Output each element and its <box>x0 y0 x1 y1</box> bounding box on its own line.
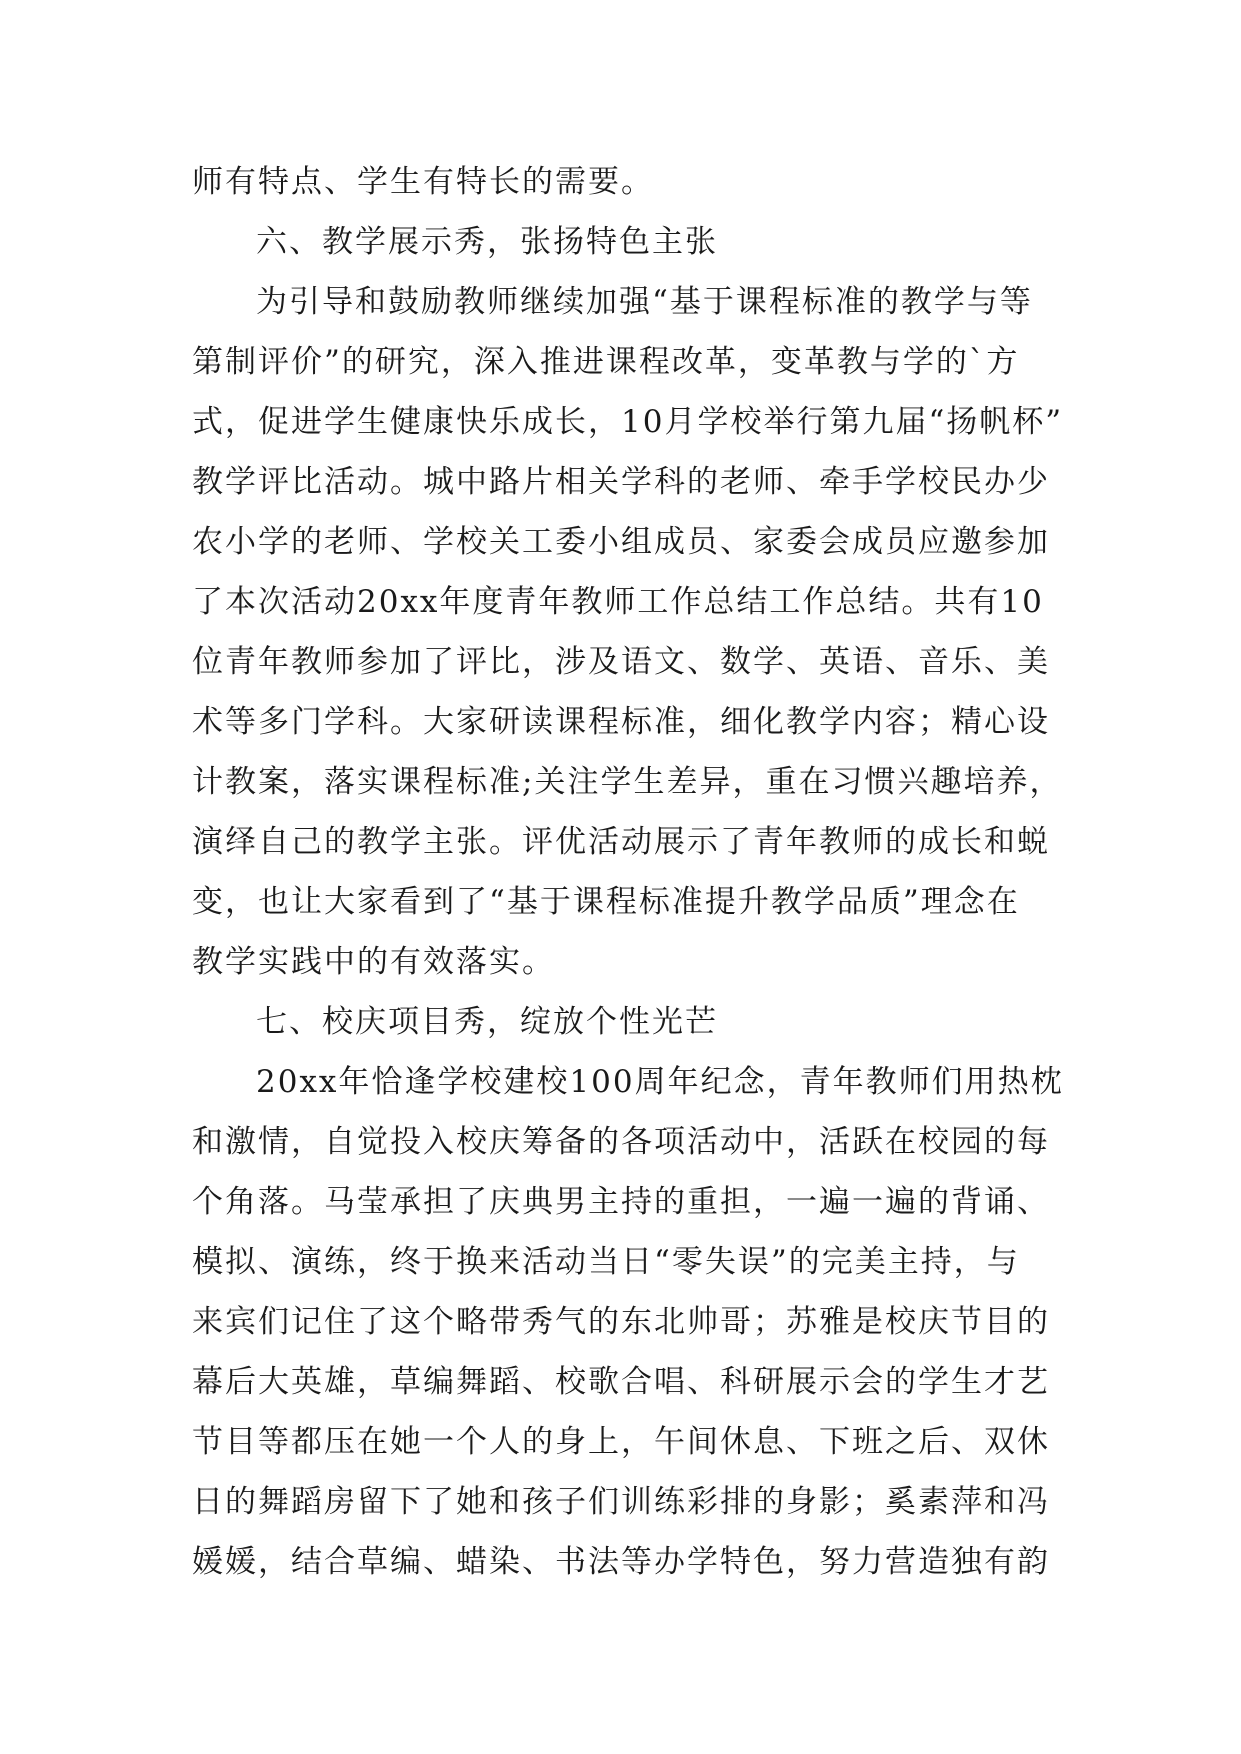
text-line: 个角落。马莹承担了庆典男主持的重担，一遍一遍的背诵、 <box>192 1184 1050 1220</box>
text-line: 20xx年恰逢学校建校100周年纪念，青年教师们用热枕 <box>256 1064 1064 1100</box>
text-line: 教学评比活动。城中路片相关学科的老师、牵手学校民办少 <box>192 464 1050 500</box>
text-line: 为引导和鼓励教师继续加强“基于课程标准的教学与等 <box>256 284 1033 320</box>
text-line: 日的舞蹈房留下了她和孩子们训练彩排的身影；奚素萍和冯 <box>192 1484 1050 1520</box>
text-line: 农小学的老师、学校关工委小组成员、家委会成员应邀参加 <box>192 524 1050 560</box>
text-line: 来宾们记住了这个略带秀气的东北帅哥；苏雅是校庆节目的 <box>192 1304 1050 1340</box>
document-body <box>192 152 1064 1592</box>
text-line: 媛媛，结合草编、蜡染、书法等办学特色，努力营造独有韵 <box>192 1544 1050 1580</box>
text-line: 师有特点、学生有特长的需要。 <box>192 164 654 200</box>
text-line: 节目等都压在她一个人的身上，午间休息、下班之后、双休 <box>192 1424 1050 1460</box>
text-line: 六、教学展示秀，张扬特色主张 <box>256 224 718 260</box>
text-line: 七、校庆项目秀，绽放个性光芒 <box>256 1004 718 1040</box>
text-line: 术等多门学科。大家研读课程标准，细化教学内容；精心设 <box>192 704 1050 740</box>
text-line: 演绎自己的教学主张。评优活动展示了青年教师的成长和蜕 <box>192 824 1050 860</box>
text-line: 第制评价”的研究，深入推进课程改革，变革教与学的`方 <box>192 344 1020 380</box>
text-line: 计教案，落实课程标准;关注学生差异，重在习惯兴趣培养， <box>192 764 1063 800</box>
text-line: 变，也让大家看到了“基于课程标准提升教学品质”理念在 <box>192 884 1020 920</box>
text-line: 了本次活动20xx年度青年教师工作总结工作总结。共有10 <box>192 584 1044 620</box>
text-line: 幕后大英雄，草编舞蹈、校歌合唱、科研展示会的学生才艺 <box>192 1364 1050 1400</box>
text-line: 教学实践中的有效落实。 <box>192 944 555 980</box>
text-line: 式，促进学生健康快乐成长，10月学校举行第九届“扬帆杯” <box>192 404 1064 440</box>
text-line: 模拟、演练，终于换来活动当日“零失误”的完美主持，与 <box>192 1244 1020 1280</box>
text-line: 位青年教师参加了评比，涉及语文、数学、英语、音乐、美 <box>192 644 1050 680</box>
text-line: 和激情，自觉投入校庆筹备的各项活动中，活跃在校园的每 <box>192 1124 1050 1160</box>
